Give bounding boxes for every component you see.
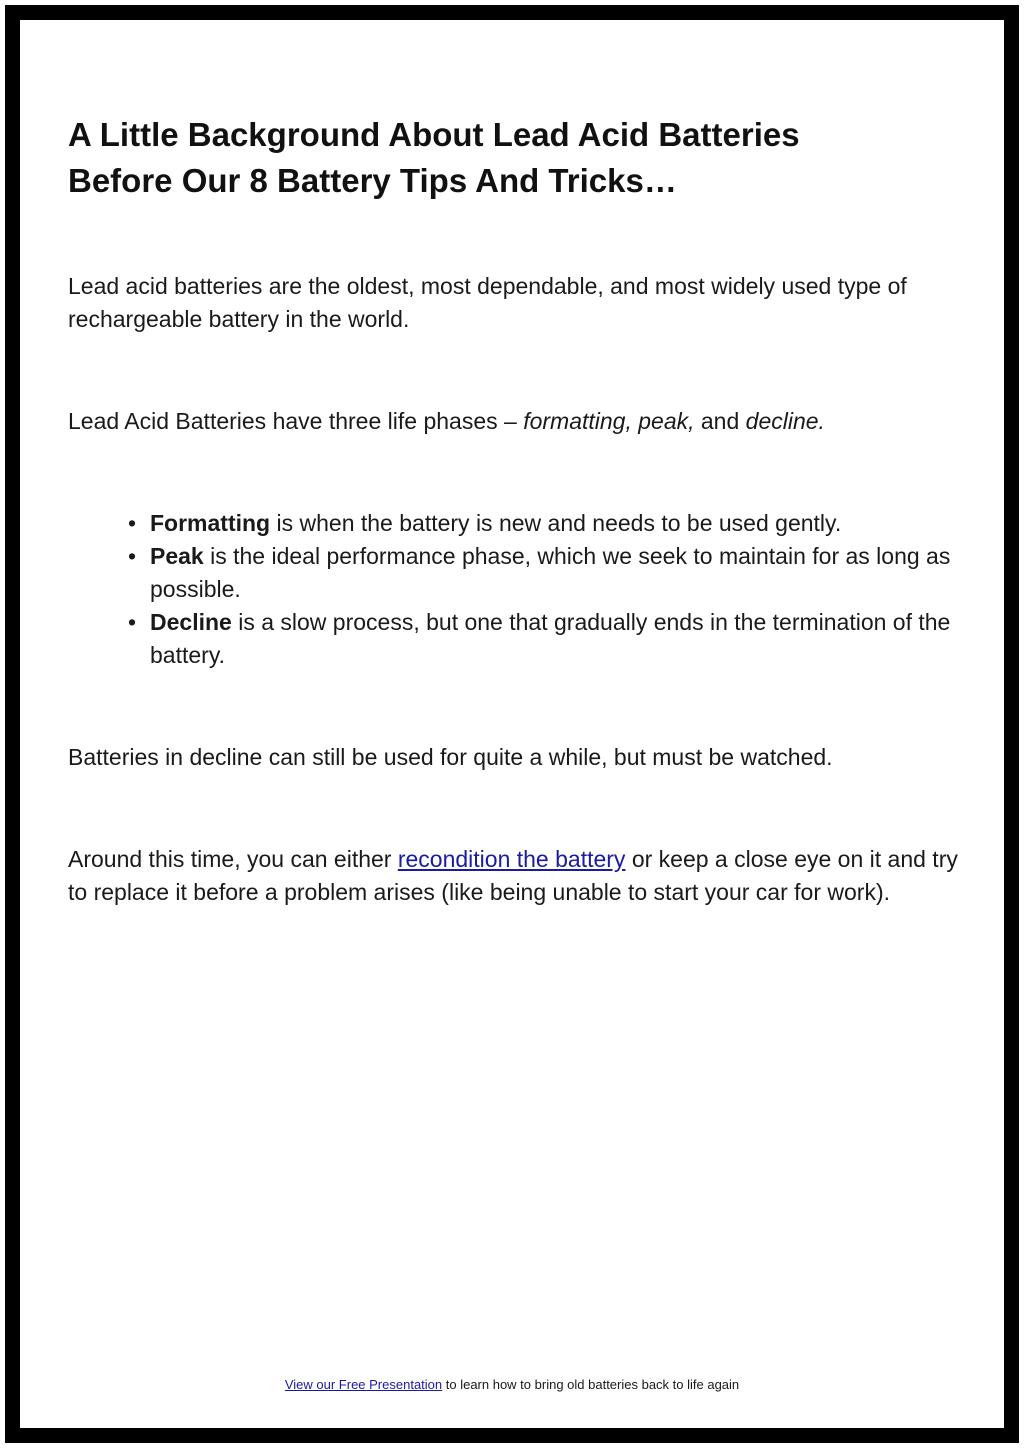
bullet-icon: • xyxy=(128,609,137,635)
list-item-text: is when the battery is new and needs to be used gently. xyxy=(270,510,842,536)
recondition-paragraph xyxy=(68,843,968,909)
phases-paragraph xyxy=(68,405,968,438)
page-title xyxy=(68,112,968,204)
phase-list xyxy=(68,507,968,672)
phases-prefix: Lead Acid Batteries have three life phases – xyxy=(68,408,524,434)
list-item xyxy=(128,540,968,606)
recondition-battery-link[interactable]: recondition the battery xyxy=(397,846,626,872)
footer-note xyxy=(0,1376,1024,1394)
phases-period: . xyxy=(818,408,825,434)
list-item-text: is the ideal performance phase, which we seek to maintain for as long as possible. xyxy=(150,543,951,602)
list-item xyxy=(128,606,968,672)
bullet-icon: • xyxy=(128,510,137,536)
intro-paragraph: Lead acid batteries are the oldest, most dependable, and most widely used type of rechargeable battery in the world. xyxy=(68,273,907,332)
list-item-text: is a slow process, but one that gradually ends in the termination of the battery. xyxy=(150,609,951,668)
list-item-term: Formatting xyxy=(150,510,271,536)
list-item xyxy=(128,507,968,540)
phases-decline: decline xyxy=(745,408,819,434)
bullet-icon: • xyxy=(128,543,137,569)
article-body xyxy=(68,112,968,909)
list-item-term: Decline xyxy=(150,609,232,635)
footer-suffix: to learn how to bring old batteries back to life again xyxy=(442,1377,740,1392)
recondition-prefix: Around this time, you can either xyxy=(68,846,398,872)
title-line-1: A Little Background About Lead Acid Batteries xyxy=(68,116,800,153)
recondition-suffix: or keep a close eye on it and try to replace it before a problem arises (like being unable to start your car for work). xyxy=(68,846,958,905)
title-line-2: Before Our 8 Battery Tips And Tricks… xyxy=(68,162,677,199)
phases-and: and xyxy=(694,408,746,434)
decline-paragraph: Batteries in decline can still be used for quite a while, but must be watched. xyxy=(68,744,833,770)
free-presentation-link[interactable]: View our Free Presentation xyxy=(284,1377,443,1392)
list-item-term: Peak xyxy=(150,543,204,569)
phases-formatting-peak: formatting, peak, xyxy=(523,408,695,434)
